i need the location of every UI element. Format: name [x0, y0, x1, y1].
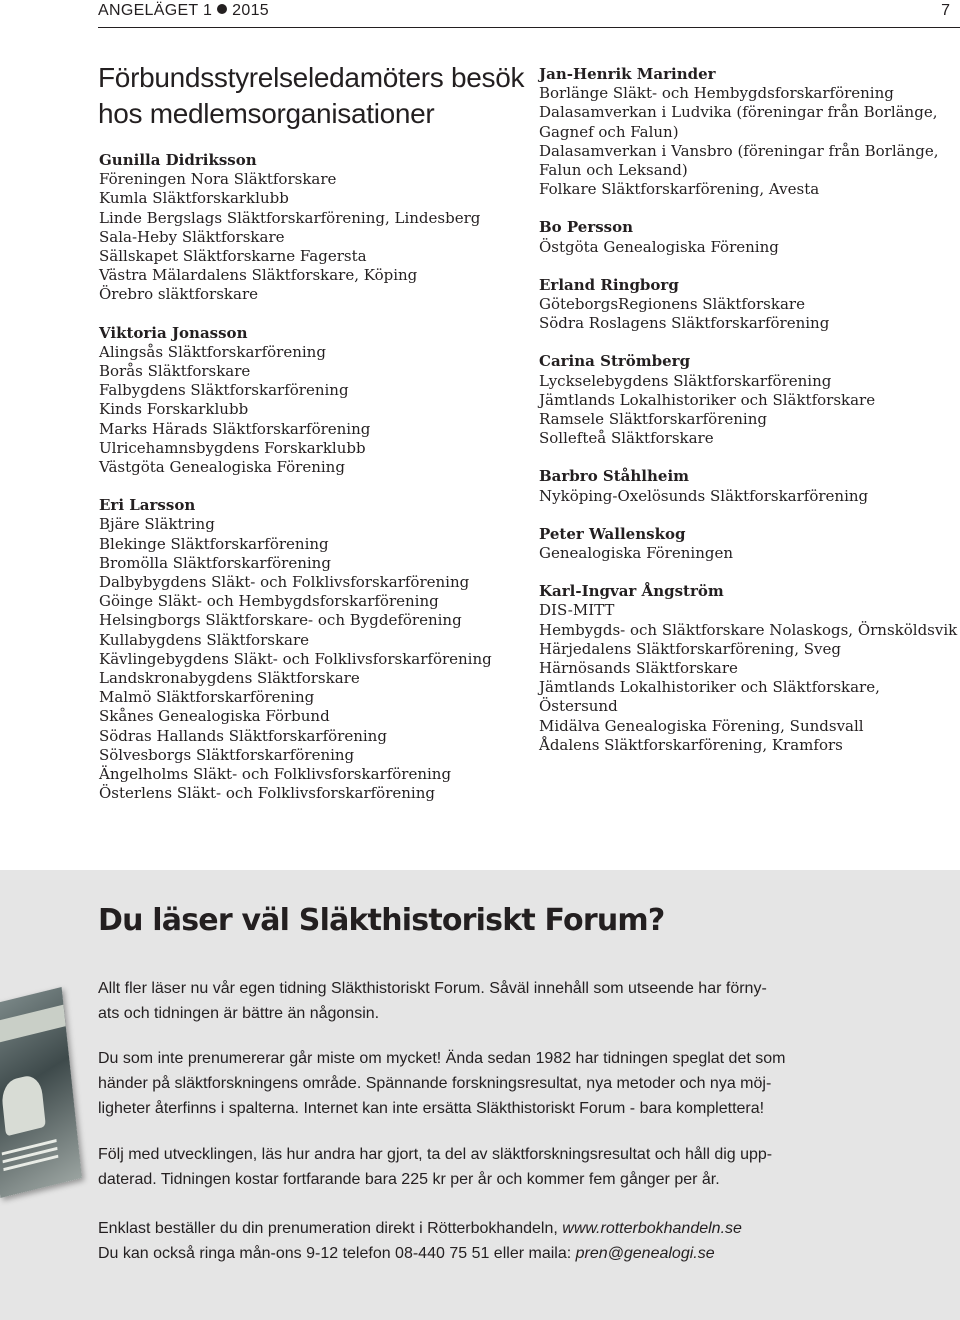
- member-name: Gunilla Didriksson: [99, 151, 257, 169]
- organisation-item: Sällskapet Släktforskarne Fagersta: [99, 247, 367, 266]
- member-name: Barbro Ståhlheim: [539, 467, 690, 486]
- member-block: [539, 218, 960, 256]
- organisation-item: Borås Släktforskare: [99, 362, 251, 381]
- organisation-item: Landskronabygdens Släktforskare: [99, 669, 360, 688]
- organisation-item: Härnösands Släktforskare: [539, 659, 738, 678]
- organisation-item: Helsingborgs Släktforskare- och Bygdeförening: [99, 611, 462, 630]
- organisation-item: Midälva Genealogiska Förening, Sundsvall: [539, 716, 864, 735]
- organisation-item: Örebro släktforskare: [99, 285, 259, 304]
- organisation-item: Hembygds- och Släktforskare Nolaskogs, Örnsköldsvik: [539, 620, 958, 639]
- page-header: [0, 0, 960, 28]
- page-number: 7: [941, 2, 950, 19]
- organisation-item: Bjäre Släktring: [99, 515, 215, 534]
- organisation-item: Lyckselebygdens Släktforskarförening: [539, 371, 832, 390]
- article-title: Förbundsstyrelseledamöters besök hos medlemsorganisationer: [98, 62, 525, 129]
- subscription-promo: [0, 870, 960, 1320]
- promo-paragraph-4: Enklast beställer du din prenumeration direkt i Rötterbokhandeln, www.rotterbokhandeln.se Du kan också ringa mån-ons 9-12 telefon 08-440 75 51 eller maila: pren@genealogi.se: [98, 1220, 742, 1262]
- organisation-item: Jämtlands Lokalhistoriker och Släktforskare: [539, 390, 876, 409]
- organisation-item: GöteborgsRegionens Släktforskare: [539, 295, 805, 314]
- organisation-item: Ramsele Släktforskarförening: [539, 410, 767, 429]
- organisation-item: DIS-MITT: [539, 601, 615, 620]
- promo-paragraph-1: Allt fler läser nu vår egen tidning Släkthistoriskt Forum. Såväl innehåll som utseende har förny- ats och tidningen är bättre än någonsin.: [98, 980, 767, 1022]
- organisation-item: Malmö Släktforskarförening: [99, 688, 315, 707]
- left-column: [99, 151, 519, 823]
- member-block: [99, 151, 519, 305]
- organisation-item: Östgöta Genealogiska Förening: [539, 237, 779, 256]
- member-name: Bo Persson: [539, 218, 634, 237]
- organisation-item: Österlens Släkt- och Folklivsforskarförening: [99, 784, 435, 803]
- organisation-item: Föreningen Nora Släktforskare: [99, 170, 337, 189]
- member-name: Carina Strömberg: [539, 352, 691, 371]
- organisation-item: Nyköping-Oxelösunds Släktforskarförening: [539, 486, 869, 505]
- organisation-item: Ängelholms Släkt- och Folklivsforskarförening: [99, 765, 452, 784]
- organisation-item: Dalasamverkan i Vansbro (föreningar från Borlänge, Falun och Leksand): [539, 141, 939, 180]
- organisation-item: Kinds Forskarklubb: [99, 400, 249, 419]
- organisation-item: Sala-Heby Släktforskare: [99, 227, 285, 246]
- member-block: [539, 467, 960, 505]
- member-block: [539, 276, 960, 334]
- organisation-item: Bromölla Släktforskarförening: [99, 553, 331, 572]
- member-name: Jan-Henrik Marinder: [539, 65, 716, 83]
- organisation-item: Dalasamverkan i Ludvika (föreningar från Borlänge, Gagnef och Falun): [539, 103, 938, 141]
- organisation-item: Marks Härads Släktforskarförening: [99, 419, 371, 438]
- organisation-item: Blekinge Släktforskarförening: [99, 534, 329, 553]
- organisation-item: Alingsås Släktforskarförening: [99, 342, 326, 361]
- promo-paragraph-3: Följ med utvecklingen, läs hur andra har gjort, ta del av släktforskningsresultat och håll dig upp- daterad. Tidningen kostar fortfarande bara 225 kr per år och kommer fem gånger per år.: [98, 1146, 773, 1188]
- organisation-item: Folkare Släktforskarförening, Avesta: [539, 180, 820, 199]
- organisation-item: Kävlingebygdens Släkt- och Folklivsforskarförening: [99, 649, 492, 668]
- organisation-item: Kullabygdens Släktforskare: [99, 630, 310, 649]
- member-block: [99, 324, 519, 478]
- organisation-item: Västgöta Genealogiska Förening: [99, 458, 345, 477]
- organisation-item: Falbygdens Släktforskarförening: [99, 381, 349, 400]
- organisation-item: Västra Mälardalens Släktforskare, Köping: [99, 266, 418, 285]
- organisation-item: Sollefteå Släktforskare: [539, 429, 714, 448]
- bullet-icon: [217, 4, 227, 14]
- organisation-item: Dalbybygdens Släkt- och Folklivsforskarförening: [99, 573, 470, 592]
- member-block: [99, 496, 519, 803]
- magazine-cover-image: [0, 987, 82, 1198]
- organisation-item: Göinge Släkt- och Hembygdsforskarförening: [99, 592, 439, 611]
- organisation-item: Härjedalens Släktforskarförening, Sveg: [539, 639, 841, 658]
- member-block: [539, 525, 960, 563]
- member-block: [539, 65, 960, 199]
- organisation-item: Linde Bergslags Släktforskarförening, Lindesberg: [99, 208, 481, 227]
- organisation-item: Jämtlands Lokalhistoriker och Släktforskare, Östersund: [539, 678, 880, 716]
- organisation-item: Ådalens Släktforskarförening, Kramfors: [539, 735, 843, 754]
- header-rule: [98, 27, 960, 28]
- organisation-item: Sölvesborgs Släktforskarförening: [99, 745, 355, 764]
- member-name: Karl-Ingvar Ångström: [539, 582, 724, 601]
- bookshop-link[interactable]: www.rotterbokhandeln.se: [562, 1220, 742, 1237]
- promo-heading: Du läser väl Släkthistoriskt Forum?: [98, 903, 665, 938]
- organisation-item: Kumla Släktforskarklubb: [99, 189, 289, 208]
- organisation-item: Borlänge Släkt- och Hembygdsforskarförening: [539, 84, 894, 103]
- organisation-item: Skånes Genealogiska Förbund: [99, 707, 330, 726]
- section-label: ANGELÄGET 1 2015: [98, 2, 269, 19]
- organisation-item: Södras Hallands Släktforskarförening: [99, 726, 387, 745]
- issue-year: 2015: [232, 2, 269, 19]
- member-name: Eri Larsson: [99, 496, 196, 515]
- member-name: Peter Wallenskog: [539, 524, 686, 543]
- email-link[interactable]: pren@genealogi.se: [575, 1245, 715, 1262]
- member-name: Erland Ringborg: [539, 275, 679, 294]
- organisation-item: Genealogiska Föreningen: [539, 544, 733, 563]
- member-name: Viktoria Jonasson: [99, 323, 248, 342]
- member-block: [539, 582, 960, 755]
- organisation-item: Ulricehamnsbygdens Forskarklubb: [99, 438, 366, 457]
- member-block: [539, 352, 960, 448]
- right-column: [539, 65, 960, 774]
- promo-paragraph-2: Du som inte prenumererar går miste om mycket! Ända sedan 1982 har tidningen speglat det som händer på släktforskningens område. Spännande forskningsresultat, nya metoder och nya möj- ligheter återfinns i spalterna. Internet kan inte ersätta Släkthistoriskt Forum - bara komplettera!: [98, 1050, 786, 1117]
- organisation-item: Södra Roslagens Släktforskarförening: [539, 314, 830, 333]
